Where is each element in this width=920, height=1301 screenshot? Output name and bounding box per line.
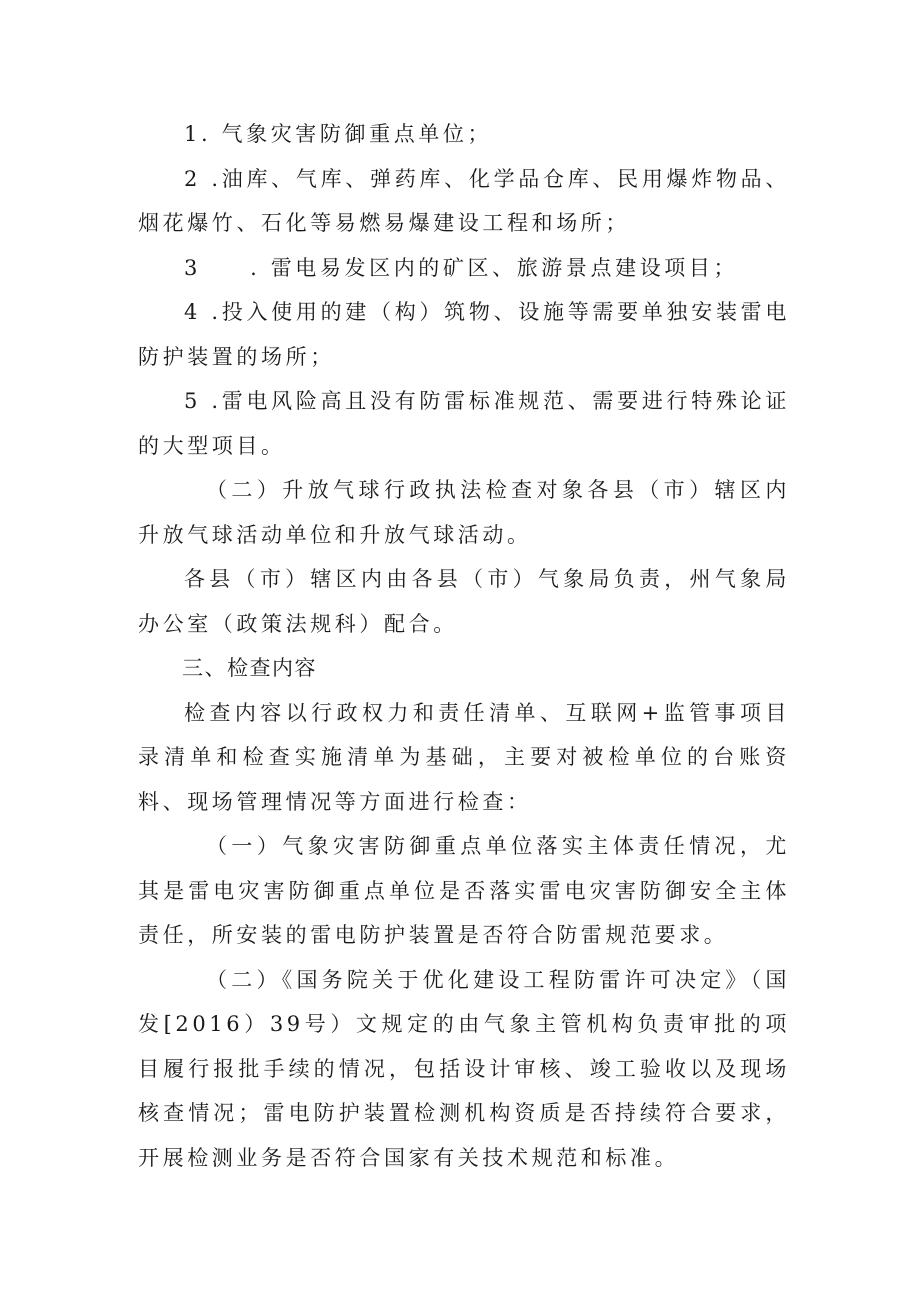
paragraph-balloon-scope: （二）升放气球行政执法检查对象各县（市）辖区内升放气球活动单位和升放气球活动。 bbox=[138, 478, 790, 547]
paragraph-inspection-item-2: （二）《国务院关于优化建设工程防雷许可决定》（国发[2016）39号）文规定的由气象主管机构负责审批的项目履行报批手续的情况，包括设计审核、竣工验收以及现场核查情况；雷电防护装置检测机构资质是否持续符合要求，开展检测业务是否符合国家有关技术规范和标准。 bbox=[138, 967, 790, 1170]
paragraph-item-2: 2 .油库、气库、弹药库、化学品仓库、民用爆炸物品、烟花爆竹、石化等易燃易爆建设工程和场所； bbox=[138, 166, 790, 235]
document-page bbox=[138, 112, 790, 1180]
paragraph-item-4: 4 .投入使用的建（构）筑物、设施等需要单独安装雷电防护装置的场所； bbox=[138, 300, 790, 369]
paragraph-responsibility: 各县（市）辖区内由各县（市）气象局负责，州气象局办公室（政策法规科）配合。 bbox=[138, 567, 790, 636]
paragraph-item-5: 5 .雷电风险高且没有防雷标准规范、需要进行特殊论证的大型项目。 bbox=[138, 389, 790, 458]
paragraph-inspection-basis: 检查内容以行政权力和责任清单、互联网+监管事项目录清单和检查实施清单为基础，主要对被检单位的台账资料、现场管理情况等方面进行检查： bbox=[138, 700, 790, 814]
paragraph-item-3: 3 . 雷电易发区内的矿区、旅游景点建设项目； bbox=[184, 255, 739, 280]
section-heading-inspection-content: 三、检查内容 bbox=[182, 656, 317, 680]
paragraph-inspection-item-1: （一）气象灾害防御重点单位落实主体责任情况，尤其是雷电灾害防御重点单位是否落实雷电灾害防御安全主体责任，所安装的雷电防护装置是否符合防雷规范要求。 bbox=[138, 834, 790, 947]
paragraph-item-1: 1. 气象灾害防御重点单位； bbox=[184, 122, 493, 146]
